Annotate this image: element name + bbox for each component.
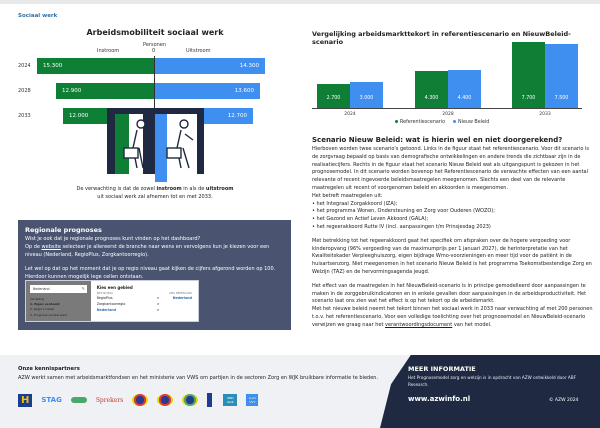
x-tick-label: 2028: [442, 112, 454, 117]
paragraph: [312, 306, 594, 329]
partner-logos: [18, 392, 258, 408]
dashboard-screenshot: [25, 280, 199, 322]
partners-text: AZW werkt samen met arbeidsmarktfondsen en het ministerie van VWS om partijen in de sectoren Zorg en WJK bruikbare informatie te bieden.: [18, 375, 379, 381]
bar-value: 7.700: [521, 96, 536, 101]
chart-legend: [395, 120, 489, 125]
row-name: Nederland: [96, 308, 116, 312]
ao-vvt-logo-icon[interactable]: [246, 392, 258, 408]
mini-list: [30, 297, 67, 318]
h-logo-icon[interactable]: [18, 392, 32, 408]
caption-bold: instroom: [156, 186, 182, 192]
year-label: 2028: [18, 88, 31, 94]
bullet-item: • het Integraal Zorgakkoord (IZA);: [312, 200, 398, 207]
row-name: RegioPlus: [96, 296, 113, 300]
verantwoordingsdocument-link[interactable]: verantwoordingsdocument: [385, 321, 453, 328]
mini-sidebar: [26, 281, 91, 321]
bar-value: 14.300: [239, 63, 259, 69]
x-axis: [312, 108, 582, 109]
breadcrumb[interactable]: Sociaal werk: [18, 13, 58, 19]
partners-title: Onze kennispartners: [18, 366, 80, 372]
logo-text: A+O VVT: [246, 394, 258, 406]
col-header: KIES NEDERLAND: [169, 292, 192, 295]
caption-text: De verwachting is dat de zowel: [76, 186, 157, 192]
chart-caption: [30, 185, 280, 201]
chevron-right-icon: >: [156, 302, 160, 306]
text: Met het nieuwe beleid neemt het tekort binnen het sociaal werk in 2033 naar verwachting af met 200 personen t.o.v. het referentiescenario. Voor een volledige toelichting over het prognosemodel en NieuwBeleid-scenario verwijzen we graag naar het: [312, 306, 593, 328]
regional-prognoses-panel: [18, 220, 291, 330]
nb-bar[interactable]: [350, 82, 383, 108]
legend-dot-icon: [453, 120, 456, 123]
bullet-item: • het regeerakkoord Rutte IV (incl. aanpassingen t/m Prinsjesdag 2023): [312, 223, 491, 230]
region-select: [30, 285, 87, 293]
website-link[interactable]: website: [41, 243, 61, 250]
fcb-logo-1-icon[interactable]: [132, 392, 148, 408]
logo-text: Sprekers: [95, 396, 124, 404]
obd-ggz-logo-icon[interactable]: [223, 392, 237, 408]
vws-logo-icon[interactable]: [207, 392, 214, 408]
bar-value: 13.600: [234, 88, 254, 94]
paragraph: Het betreft maatregelen uit:: [312, 192, 383, 199]
uitstroom-bar[interactable]: [155, 83, 260, 99]
region-select-value: Nederland: [33, 287, 50, 291]
fcb-logo-2-icon[interactable]: [157, 392, 173, 408]
mini-area-picker: [91, 281, 198, 321]
chart-title: Vergelijking arbeidsmarkttekort in referentiescenario en NieuwBeleid-scenario: [312, 30, 571, 46]
panel-text: [25, 244, 284, 260]
legend-item-ref[interactable]: [395, 120, 445, 125]
axis-unit-label: Personen: [143, 42, 167, 48]
fcb-logo-3-icon[interactable]: [182, 392, 198, 408]
picker-row: [97, 307, 192, 313]
bar-value: 12.900: [62, 88, 82, 94]
x-tick-label: 2024: [344, 112, 356, 117]
text: van het model.: [452, 321, 492, 328]
picker-title: Kies een gebied: [96, 285, 133, 290]
text: Op de: [25, 243, 42, 250]
instroom-label: Instroom: [97, 48, 120, 54]
bar-value: 7.500: [554, 96, 569, 101]
ref-bar[interactable]: [415, 71, 448, 108]
mini-list-item: 3. Prognose sociaal werk: [30, 312, 68, 317]
uitstroom-label: Uitstroom: [186, 48, 211, 54]
bar-value: 12.000: [69, 113, 89, 119]
row-name: Zorgkantoorregio: [96, 302, 126, 306]
bullet-item: • het Gezond en Actief Leven Akkoord (GALA);: [312, 216, 429, 223]
ref-bar[interactable]: [512, 42, 545, 108]
stag-logo-icon[interactable]: [41, 392, 61, 408]
bar-value: 15.300: [43, 63, 63, 69]
legend-item-nb[interactable]: [453, 120, 489, 125]
uitstroom-bar[interactable]: [155, 58, 265, 74]
doors-illustration-icon: [107, 108, 204, 182]
col-header: KIES NIVEAU: [96, 292, 114, 295]
paragraph: Met betrekking tot het regeerakkoord gaat het specifiek om afspraken over de hogere vergoeding voor kinderopvang (96% vergoeding van de maximumprijs per 1 januari 2027), de herinterpretatie van het Kwaliteitskader Verpleeghuiszorg, eigen bijdrage Wmo-voorzieningen en meer tijd voor de patiënt in de huisartsenzorg. Niet meegenomen in het scenario Nieuw Beleid is het programma Toekomstbestendige Zorg en Welzijn (TAZ) en de hervormingsagenda jeugd.: [312, 237, 592, 275]
year-label: 2024: [18, 63, 31, 69]
panel-text: Wist je ook dat je regionale prognoses kunt vinden op het dashboard?: [25, 236, 201, 242]
pencil-icon: ✎: [81, 286, 85, 291]
sprekers-logo-icon[interactable]: [96, 392, 124, 408]
x-tick-label: 2033: [539, 112, 551, 117]
scenario-body: [312, 146, 594, 330]
panel-text: Let wel op dat op het moment dat je op regio niveau gaat kijken de cijfers afgerond worden op 100. Hierdoor kunnen mogelijk lege cellen ontstaan.: [25, 266, 276, 281]
nb-bar[interactable]: [448, 70, 481, 108]
bullet-item: • het programma Wonen, Ondersteuning en Zorg voor Ouderen (WOZO);: [312, 208, 495, 215]
instroom-bar[interactable]: [37, 58, 154, 74]
mini-list-item: Verdeling: [30, 297, 45, 301]
chart-title: Arbeidsmobiliteit sociaal werk: [86, 28, 224, 37]
logo-text: H: [18, 394, 32, 407]
caption-bold: uitstroom: [205, 186, 234, 192]
mini-list-item: 2. Regio's totaal: [30, 307, 55, 312]
legend-label: Referentiescenario: [400, 120, 446, 125]
caption-text: in als de: [181, 186, 206, 192]
ref-bar[interactable]: [317, 84, 350, 108]
bar-value: 4.300: [424, 96, 439, 101]
logo-text: OBD GGZ: [223, 394, 237, 406]
copyright: © AZW 2024: [549, 398, 579, 403]
scenario-title: Scenario Nieuw Beleid: wat is hierin wel en niet doorgerekend?: [312, 136, 563, 144]
bar-value: 3.000: [359, 96, 374, 101]
bar-value: 12.700: [227, 113, 247, 119]
legend-dot-icon: [395, 120, 398, 123]
paragraph: Het effect van de maatregelen in het NieuwBeleid-scenario is in principe gemodelleerd door aanpassingen te maken in de zorggebruikindicatoren en in enkele gevallen door aanpassingen in de arbeidsproductiviteit. Het scenario laat ons zien wat het effect is op het tekort op de arbeidsmarkt.: [312, 282, 587, 305]
text: selecteer je allereerst de branche naar wens en vervolgens kun je kiezen voor een niveau (Nederland, RegioPlus, Zorgkantoorregio).: [25, 243, 270, 258]
chevron-right-icon: >: [156, 308, 160, 312]
bar-value: 4.400: [457, 96, 472, 101]
bar-value: 2.700: [326, 96, 341, 101]
mini-list-item: 1. Eigen verdeeld: [30, 302, 60, 307]
more-info-title: MEER INFORMATIE: [408, 365, 476, 373]
selected-value: Nederland: [172, 296, 192, 300]
more-info-text: Het Prognosemodel zorg en welzijn is in opdracht van AZW ontwikkeld door ABF Research.: [408, 375, 576, 387]
nb-bar[interactable]: [545, 44, 578, 108]
legend-label: Nieuw Beleid: [458, 120, 490, 125]
chevron-right-icon: >: [156, 296, 160, 300]
caption-text: uit sociaal werk zal afnemen tot en met 2033.: [97, 194, 213, 200]
instroom-bar[interactable]: [56, 83, 154, 99]
axis-zero-label: 0: [152, 48, 156, 54]
ssss-logo-icon[interactable]: [71, 392, 87, 408]
logo-text: STAG: [41, 396, 62, 404]
website-url-link[interactable]: www.azwinfo.nl: [408, 395, 471, 403]
top-bar: [0, 0, 600, 4]
year-label: 2033: [18, 113, 31, 119]
paragraph: Hierboven worden twee scenario's getoond. Links in de figuur staat het referentiescenario. Voor dit scenario is de zorgvraag bepaald op basis van demografische ontwikkelingen en andere trends die zichtbaar zijn in de realisatiecijfers. Rechts in de figuur staat het scenario Nieuw Beleid wat als uitgangspunt is gekozen in het prognosemodel. In dit scenario worden bovenop het Referentiescenario de verwachte effecten van een aantal relevante of recent ingevoerde beleidsmaatregelen meegenomen. Slechts een deel van de relevante maatregelen uit recent of voorgenomen beleid en akkoorden is meegenomen.: [312, 146, 589, 191]
panel-title: Regionale prognoses: [25, 226, 102, 234]
